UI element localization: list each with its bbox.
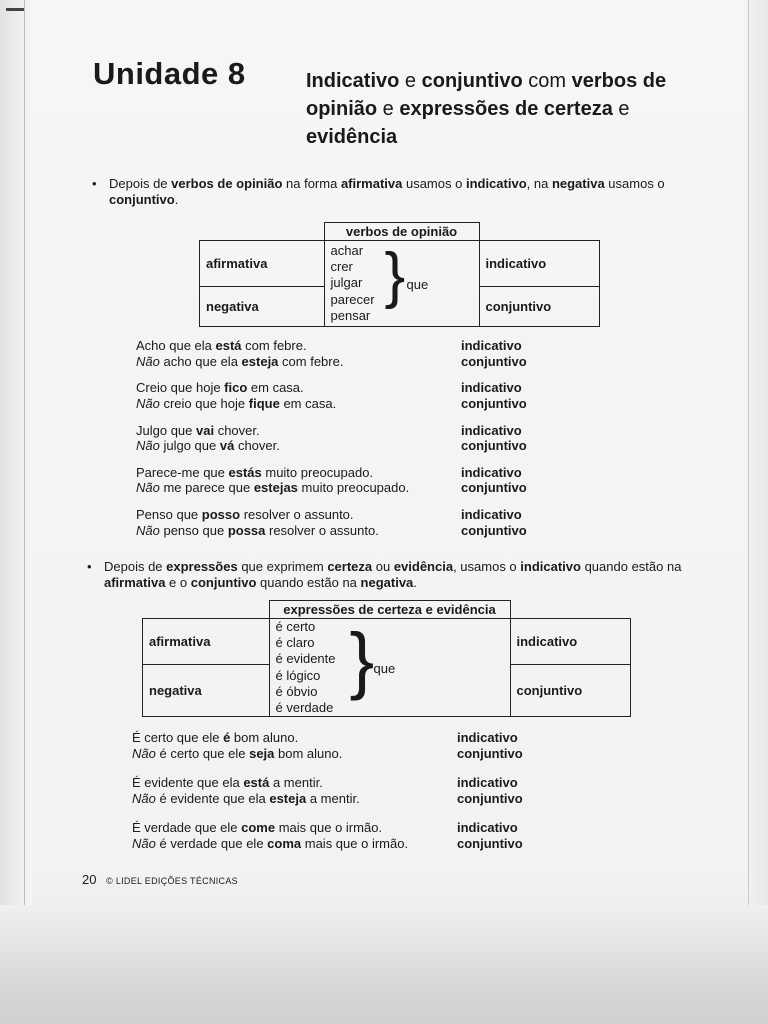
sentence-segment: estás bbox=[228, 464, 262, 480]
sentence-segment: resolver o assunto. bbox=[265, 522, 379, 538]
mood-label-conjuntivo: conjuntivo bbox=[461, 480, 527, 496]
sentence-segment: Não bbox=[132, 790, 156, 806]
rule-segment: . bbox=[413, 575, 417, 590]
rule-segment: conjuntivo bbox=[190, 575, 257, 590]
rule-segment: usamos o bbox=[402, 176, 466, 191]
sentence-segment: chover. bbox=[214, 422, 260, 438]
connector-que: que bbox=[373, 661, 396, 676]
sentence-segment: mais que o irmão. bbox=[275, 820, 383, 835]
page-bottom-shadow bbox=[0, 905, 768, 1024]
sentence-segment: É evidente que ela bbox=[132, 775, 244, 790]
mood-label-conjuntivo: conjuntivo bbox=[461, 522, 527, 538]
sentence-segment: é bbox=[223, 730, 231, 745]
rule-segment: quando estão na bbox=[580, 559, 682, 574]
rule-segment: Depois de bbox=[109, 176, 172, 191]
title-segment: e bbox=[377, 98, 400, 120]
sentence-segment: esteja bbox=[269, 790, 307, 806]
rule-segment: conjuntivo bbox=[109, 192, 175, 207]
sentence-segment: come bbox=[241, 820, 276, 835]
sentence-segment: é evidente que ela bbox=[155, 790, 270, 806]
example-pair bbox=[136, 465, 556, 496]
rule-text bbox=[104, 559, 681, 590]
example-pair bbox=[132, 820, 552, 851]
publisher-credit: © LIDEL EDIÇÕES TÉCNICAS bbox=[106, 876, 238, 886]
sentence-segment: está bbox=[243, 775, 270, 790]
sentence-segment: possa bbox=[227, 522, 266, 538]
example-mood-labels bbox=[457, 775, 523, 806]
rule-segment: e o bbox=[165, 575, 191, 590]
sentence-segment: Julgo que bbox=[136, 422, 196, 438]
example-mood-labels bbox=[461, 423, 527, 454]
list-item: achar bbox=[330, 242, 364, 258]
rule-segment: afirmativa bbox=[340, 176, 403, 191]
result-indicativo: indicativo bbox=[479, 241, 600, 287]
example-mood-labels bbox=[457, 820, 523, 851]
list-item: é certo bbox=[275, 619, 316, 634]
sentence-segment: fico bbox=[224, 380, 248, 396]
sentence-segment: acho que ela bbox=[159, 353, 242, 369]
list-item: é óbvio bbox=[275, 683, 318, 699]
list-item: parecer bbox=[330, 291, 375, 307]
sentence-segment: posso bbox=[201, 507, 241, 523]
page-edge-line bbox=[748, 0, 749, 1024]
row-label-afirmativa: afirmativa bbox=[143, 619, 270, 665]
rule-segment: Depois de bbox=[104, 559, 167, 574]
rule-segment: que exprimem bbox=[237, 559, 328, 574]
rule-segment: negativa bbox=[551, 176, 605, 191]
mood-label-conjuntivo: conjuntivo bbox=[461, 438, 527, 454]
title-segment: conjuntivo bbox=[421, 70, 523, 92]
title-segment: e bbox=[399, 70, 422, 92]
sentence-segment: Não bbox=[132, 835, 156, 851]
example-mood-labels bbox=[461, 338, 527, 369]
table-header: expressões de certeza e evidência bbox=[269, 601, 510, 619]
sentence-segment: a mentir. bbox=[269, 775, 323, 790]
sentence-segment: penso que bbox=[159, 522, 228, 538]
mood-label-conjuntivo: conjuntivo bbox=[461, 395, 527, 411]
rule-segment: evidência bbox=[393, 559, 454, 574]
mood-label-indicativo: indicativo bbox=[461, 338, 522, 353]
result-conjuntivo: conjuntivo bbox=[510, 665, 631, 717]
list-item: crer bbox=[330, 259, 353, 275]
example-mood-labels bbox=[457, 730, 523, 761]
row-label-negativa: negativa bbox=[143, 665, 270, 717]
sentence-segment: Penso que bbox=[136, 507, 202, 523]
sentence-segment: julgo que bbox=[159, 438, 220, 454]
sentence-segment: com febre. bbox=[241, 338, 307, 353]
mood-label-conjuntivo: conjuntivo bbox=[461, 353, 527, 369]
list-item: é verdade bbox=[275, 700, 334, 716]
mood-label-indicativo: indicativo bbox=[461, 422, 522, 438]
sentence-segment: vá bbox=[219, 438, 235, 454]
rule-segment: negativa bbox=[360, 575, 414, 590]
page-number: 20 bbox=[82, 872, 97, 887]
list-item: julgar bbox=[330, 275, 363, 291]
row-label-negativa: negativa bbox=[200, 287, 325, 327]
rule-segment: afirmativa bbox=[104, 575, 166, 590]
brace-icon: } bbox=[349, 618, 375, 701]
sentence-segment: bom aluno. bbox=[274, 745, 343, 761]
sentence-segment: seja bbox=[249, 745, 275, 761]
sentence-segment: a mentir. bbox=[306, 790, 360, 806]
title-segment: evidência bbox=[306, 126, 398, 148]
sentence-segment: Não bbox=[136, 522, 160, 538]
certainty-expressions-table bbox=[142, 600, 631, 717]
mood-label-conjuntivo: conjuntivo bbox=[457, 790, 523, 806]
example-mood-labels bbox=[461, 465, 527, 496]
sentence-segment: mais que o irmão. bbox=[301, 835, 409, 851]
sentence-segment: bom aluno. bbox=[230, 730, 299, 745]
rule-segment: . bbox=[174, 192, 179, 207]
sentence-segment: Parece-me que bbox=[136, 464, 229, 480]
rule-segment: ou bbox=[372, 559, 394, 574]
result-conjuntivo: conjuntivo bbox=[479, 287, 600, 327]
example-pair bbox=[136, 507, 556, 538]
sentence-segment: resolver o assunto. bbox=[240, 507, 354, 523]
sentence-segment: creio que hoje bbox=[159, 395, 249, 411]
example-pair bbox=[136, 423, 556, 454]
expressions-list-cell bbox=[269, 619, 510, 717]
mood-label-indicativo: indicativo bbox=[461, 380, 522, 396]
mood-label-indicativo: indicativo bbox=[461, 507, 522, 523]
title-segment: e bbox=[612, 98, 630, 120]
title-segment: verbos bbox=[571, 70, 638, 92]
sentence-segment: com febre. bbox=[278, 353, 344, 369]
rule-segment: , usamos o bbox=[453, 559, 521, 574]
list-item: é claro bbox=[275, 635, 315, 651]
title-segment: expressões de certeza bbox=[399, 98, 613, 120]
rule-segment: verbos de opinião bbox=[171, 176, 283, 191]
mood-label-indicativo: indicativo bbox=[461, 464, 522, 480]
example-mood-labels bbox=[461, 380, 527, 411]
sentence-segment: me parece que bbox=[159, 480, 254, 496]
sentence-segment: muito preocupado. bbox=[297, 480, 410, 496]
title-segment: Indicativo bbox=[306, 70, 400, 92]
sentence-segment: Não bbox=[136, 480, 160, 496]
title-segment: de opinião bbox=[306, 70, 667, 120]
rule-segment: , na bbox=[526, 176, 552, 191]
page-edge-shadow bbox=[746, 0, 768, 1024]
sentence-segment: Não bbox=[136, 395, 160, 411]
rule-segment: indicativo bbox=[520, 559, 581, 574]
example-pair bbox=[136, 380, 556, 411]
example-pair bbox=[136, 338, 556, 369]
connector-que: que bbox=[406, 277, 429, 292]
sentence-segment: fique bbox=[248, 395, 280, 411]
sentence-segment: chover. bbox=[234, 438, 280, 454]
list-item: é evidente bbox=[275, 651, 336, 667]
mood-label-indicativo: indicativo bbox=[457, 775, 518, 790]
sentence-segment: Não bbox=[132, 745, 156, 761]
sentence-segment: É verdade que ele bbox=[132, 820, 242, 835]
rule-segment: indicativo bbox=[465, 176, 527, 191]
result-indicativo: indicativo bbox=[510, 619, 631, 665]
sentence-segment: Não bbox=[136, 353, 160, 369]
bullet-dot: • bbox=[92, 176, 97, 191]
rule-segment: quando estão na bbox=[256, 575, 361, 590]
verbs-of-opinion-table bbox=[199, 222, 600, 327]
rule-segment: na forma bbox=[282, 176, 341, 191]
page-footer bbox=[82, 872, 238, 887]
page-title bbox=[306, 67, 726, 151]
list-item: é lógico bbox=[275, 667, 321, 683]
row-label-afirmativa: afirmativa bbox=[200, 241, 325, 287]
gutter-line bbox=[24, 0, 25, 910]
sentence-segment: está bbox=[215, 338, 242, 353]
sentence-segment: Creio que hoje bbox=[136, 380, 225, 396]
title-segment: com bbox=[522, 70, 572, 92]
sentence-segment: Não bbox=[136, 438, 160, 454]
mood-label-conjuntivo: conjuntivo bbox=[457, 745, 523, 761]
list-item: pensar bbox=[330, 307, 371, 323]
example-pair bbox=[132, 775, 552, 806]
rule-segment: usamos o bbox=[604, 176, 665, 191]
mood-label-indicativo: indicativo bbox=[457, 730, 518, 745]
table-header: verbos de opinião bbox=[324, 223, 479, 241]
rule-segment: certeza bbox=[327, 559, 373, 574]
sentence-segment: esteja bbox=[241, 353, 279, 369]
rule-text bbox=[109, 176, 665, 207]
sentence-segment: coma bbox=[267, 835, 302, 851]
sentence-segment: em casa. bbox=[247, 380, 304, 396]
unit-heading: Unidade 8 bbox=[93, 56, 246, 91]
example-mood-labels bbox=[461, 507, 527, 538]
corner-mark bbox=[6, 8, 24, 11]
example-pair bbox=[132, 730, 552, 761]
sentence-segment: vai bbox=[196, 422, 215, 438]
brace-icon: } bbox=[384, 241, 406, 310]
bullet-dot: • bbox=[87, 559, 92, 574]
sentence-segment: Acho que ela bbox=[136, 338, 216, 353]
mood-label-indicativo: indicativo bbox=[457, 820, 518, 835]
sentence-segment: é verdade que ele bbox=[155, 835, 268, 851]
sentence-segment: é certo que ele bbox=[155, 745, 250, 761]
rule-certainty-expressions bbox=[87, 559, 719, 591]
sentence-segment: estejas bbox=[253, 480, 298, 496]
page-gutter-shadow bbox=[0, 0, 32, 1024]
verbs-list-cell bbox=[324, 241, 479, 327]
sentence-segment: muito preocupado. bbox=[261, 464, 374, 480]
mood-label-conjuntivo: conjuntivo bbox=[457, 835, 523, 851]
sentence-segment: É certo que ele bbox=[132, 730, 224, 745]
sentence-segment: em casa. bbox=[279, 395, 337, 411]
rule-segment: expressões bbox=[166, 559, 238, 574]
rule-verbs-of-opinion bbox=[92, 176, 719, 208]
